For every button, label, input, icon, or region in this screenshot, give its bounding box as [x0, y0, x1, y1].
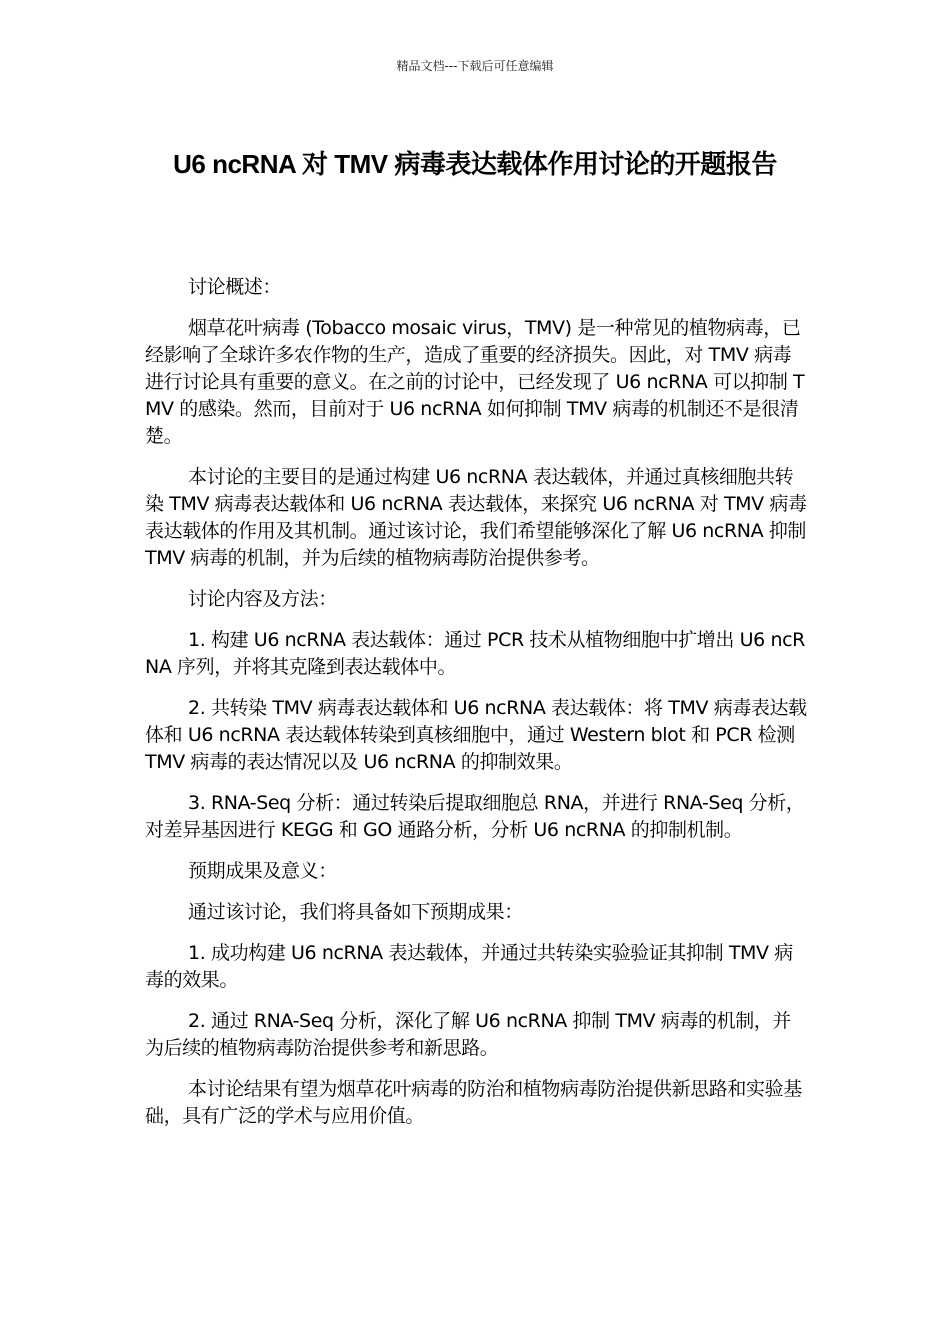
method-item-2: 2. 共转染 TMV 病毒表达载体和 U6 ncRNA 表达载体：将 TMV 病毒表达载体和 U6 ncRNA 表达载体转染到真核细胞中，通过 Western blot 和 PCR 检测 TMV 病毒的表达情况以及 U6 ncRNA 的抑制效果。: [145, 697, 807, 773]
document-title: U6 ncRNA 对 TMV 病毒表达载体作用讨论的开题报告: [173, 149, 777, 179]
paragraph-objective: 本讨论的主要目的是通过构建 U6 ncRNA 表达载体，并通过真核细胞共转染 TMV 病毒表达载体和 U6 ncRNA 表达载体，来探究 U6 ncRNA 对 TMV 病毒表达载体的作用及其机制。通过该讨论，我们希望能够深化了解 U6 ncRNA 抑制 TMV 病毒的机制，并为后续的植物病毒防治提供参考。: [145, 466, 807, 569]
method-item-3: 3. RNA-Seq 分析：通过转染后提取细胞总 RNA，并进行 RNA-Seq 分析，对差异基因进行 KEGG 和 GO 通路分析，分析 U6 ncRNA 的抑制机制。: [145, 792, 805, 841]
section-heading-outcomes: 预期成果及意义：: [188, 860, 337, 882]
outcome-item-1: 1. 成功构建 U6 ncRNA 表达载体，并通过共转染实验验证其抑制 TMV 病毒的效果。: [145, 942, 793, 991]
document-body: [145, 274, 809, 1144]
paragraph-conclusion: 本讨论结果有望为烟草花叶病毒的防治和植物病毒防治提供新思路和实验基础，具有广泛的学术与应用价值。: [145, 1078, 802, 1127]
paragraph-outcomes-intro: 通过该讨论，我们将具备如下预期成果：: [188, 901, 523, 923]
outcome-item-2: 2. 通过 RNA-Seq 分析，深化了解 U6 ncRNA 抑制 TMV 病毒的机制，并为后续的植物病毒防治提供参考和新思路。: [145, 1010, 791, 1059]
section-heading-methods: 讨论内容及方法：: [188, 588, 337, 610]
page-header: 精品文档---下载后可任意编辑: [396, 59, 554, 73]
paragraph-background: 烟草花叶病毒 (Tobacco mosaic virus，TMV) 是一种常见的植物病毒，已经影响了全球许多农作物的生产，造成了重要的经济损失。因此，对 TMV 病毒进行讨论具有重要的意义。在之前的讨论中，已经发现了 U6 ncRNA 可以抑制 TMV 的感染。然而，目前对于 U6 ncRNA 如何抑制 TMV 病毒的机制还不是很清楚。: [145, 317, 805, 447]
method-item-1: 1. 构建 U6 ncRNA 表达载体：通过 PCR 技术从植物细胞中扩增出 U6 ncRNA 序列，并将其克隆到表达载体中。: [145, 629, 805, 678]
section-heading-overview: 讨论概述：: [188, 276, 282, 298]
